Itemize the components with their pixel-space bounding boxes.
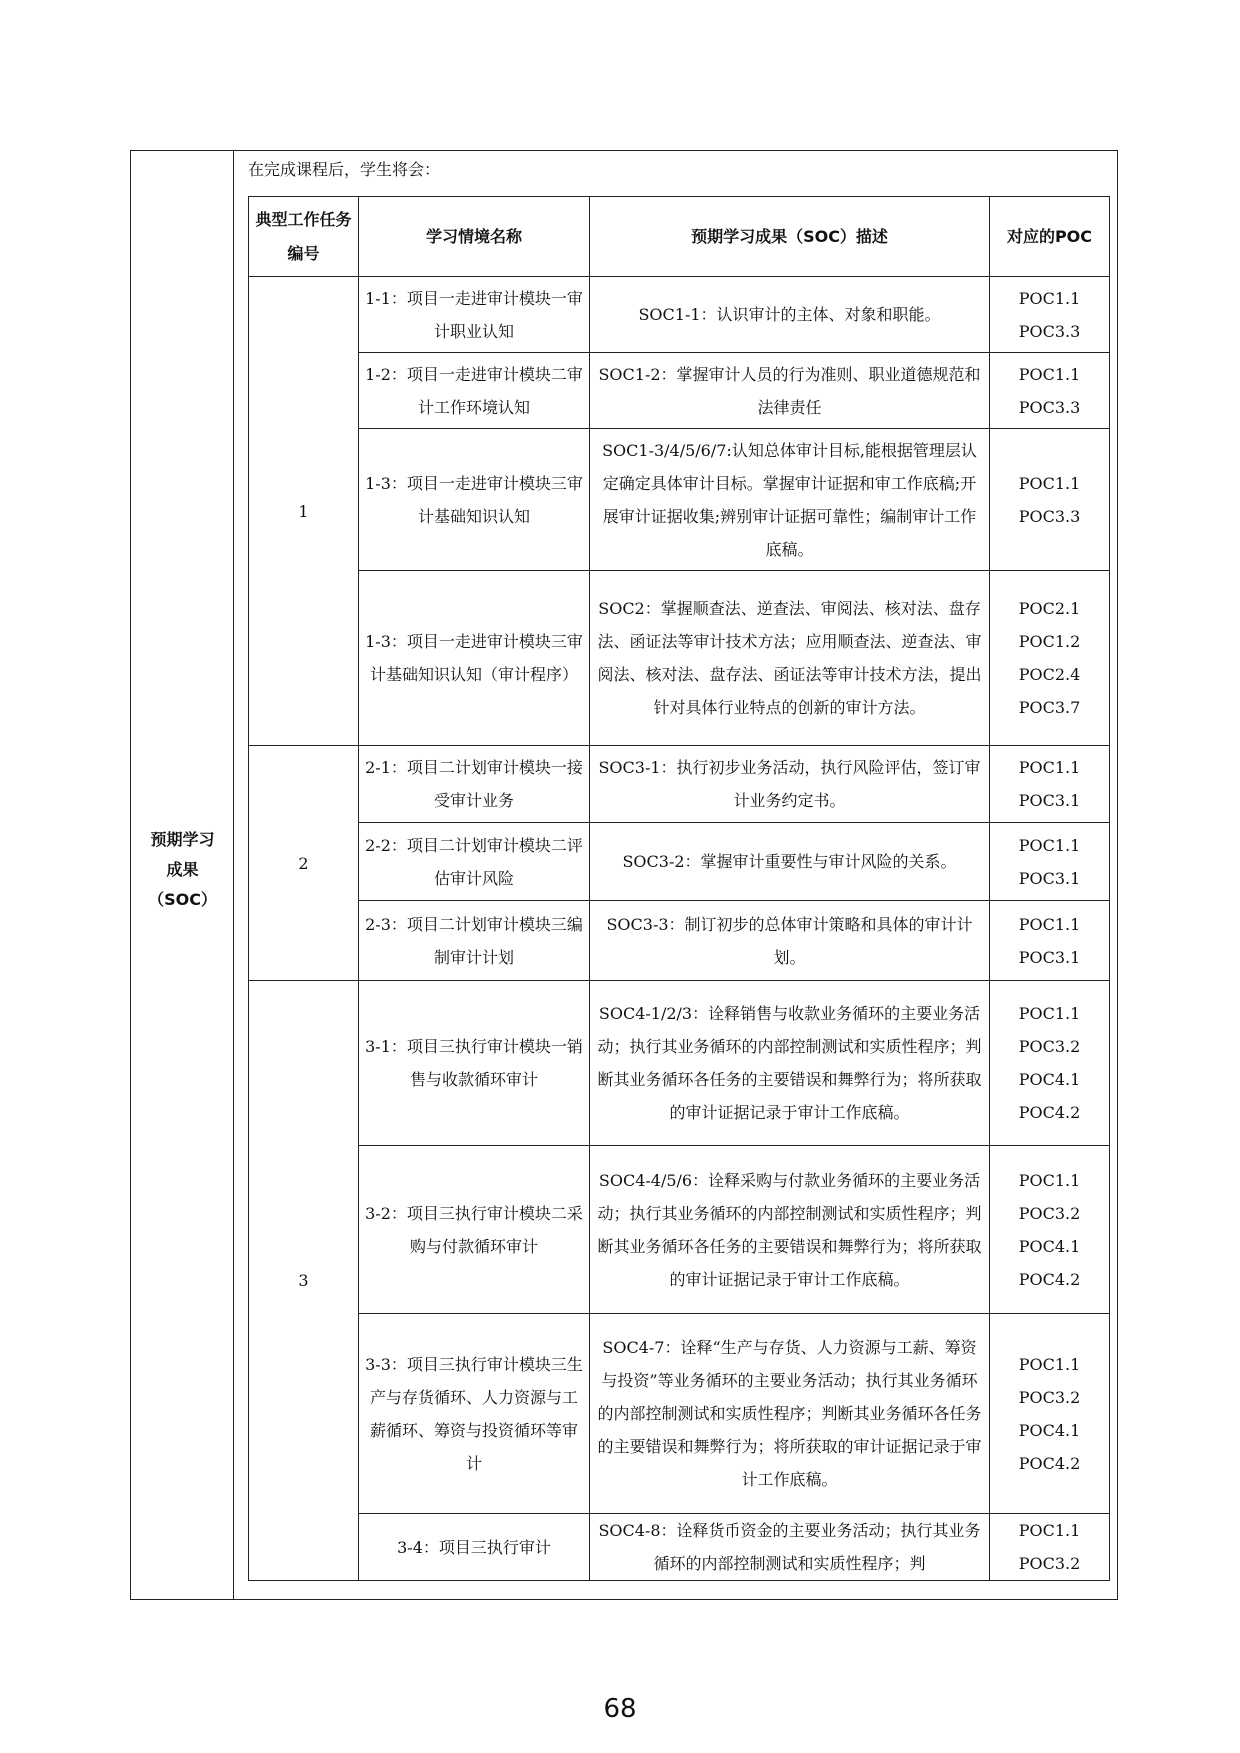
header-soc-desc: 预期学习成果（SOC）描述 [590, 197, 990, 277]
poc-item: POC3.3 [1018, 321, 1081, 341]
soc-table [248, 196, 1110, 1581]
poc-item: POC2.4 [1018, 665, 1081, 684]
table-row [249, 353, 1110, 429]
poc-item: POC3.1 [1018, 947, 1081, 967]
poc-cell [990, 981, 1110, 1146]
header-row [249, 197, 1110, 277]
soc-cell: SOC4-1/2/3：诠释销售与收款业务循环的主要业务活动；执行其业务循环的内部控制测试和实质性程序；判断其业务循环各任务的主要错误和舞弊行为；将所获取的审计证据记录于审计工作底稿。 [590, 981, 990, 1146]
poc-item: POC3.3 [1018, 397, 1081, 417]
situation-cell: 3-2：项目三执行审计模块二采购与付款循环审计 [359, 1146, 590, 1314]
soc-cell: SOC4-7：诠释“生产与存货、人力资源与工薪、筹资与投资”等业务循环的主要业务活动；执行其业务循环的内部控制测试和实质性程序；判断其业务循环各任务的主要错误和舞弊行为；将所获取的审计证据记录于审计工作底稿。 [590, 1314, 990, 1514]
poc-item: POC1.1 [1018, 758, 1081, 777]
situation-cell: 2-1：项目二计划审计模块一接受审计业务 [359, 746, 590, 823]
poc-item: POC2.1 [1018, 599, 1081, 618]
outer-label-line: （SOC） [148, 890, 217, 909]
poc-item: POC4.2 [1018, 1103, 1081, 1122]
poc-item: POC4.1 [1018, 1070, 1081, 1089]
poc-item: POC4.2 [1018, 1453, 1081, 1473]
table-row [249, 571, 1110, 746]
poc-cell [990, 571, 1110, 746]
task-group-cell: 1 [249, 277, 359, 746]
table-row [249, 901, 1110, 981]
situation-cell: 3-3：项目三执行审计模块三生产与存货循环、人力资源与工薪循环、筹资与投资循环等审计 [359, 1314, 590, 1514]
poc-cell [990, 823, 1110, 901]
poc-item: POC3.3 [1018, 506, 1081, 526]
intro-text: 在完成课程后，学生将会： [248, 160, 441, 179]
poc-cell [990, 1314, 1110, 1514]
poc-item: POC1.1 [1018, 288, 1081, 308]
poc-cell [990, 901, 1110, 981]
soc-cell: SOC3-3：制订初步的总体审计策略和具体的审计计划。 [590, 901, 990, 981]
page-number: 68 [603, 1694, 637, 1724]
poc-item: POC3.1 [1018, 868, 1081, 888]
soc-cell: SOC2：掌握顺查法、逆查法、审阅法、核对法、盘存法、函证法等审计技术方法；应用顺查法、逆查法、审阅法、核对法、盘存法、函证法等审计技术方法，提出针对具体行业特点的创新的审计方法。 [590, 571, 990, 746]
poc-item: POC4.1 [1018, 1236, 1081, 1256]
poc-item: POC3.1 [1018, 791, 1081, 810]
situation-cell: 2-3：项目二计划审计模块三编制审计计划 [359, 901, 590, 981]
poc-item: POC1.1 [1018, 835, 1081, 855]
header-poc: 对应的POC [990, 197, 1110, 277]
poc-cell [990, 746, 1110, 823]
poc-cell [990, 1514, 1110, 1581]
soc-cell: SOC3-2：掌握审计重要性与审计风险的关系。 [590, 823, 990, 901]
outer-label-line: 成果 [166, 860, 199, 879]
poc-item: POC3.2 [1018, 1037, 1081, 1056]
situation-cell: 1-3：项目一走进审计模块三审计基础知识认知（审计程序） [359, 571, 590, 746]
situation-cell: 3-1：项目三执行审计模块一销售与收款循环审计 [359, 981, 590, 1146]
poc-item: POC1.2 [1018, 632, 1081, 651]
soc-cell: SOC4-4/5/6：诠释采购与付款业务循环的主要业务活动；执行其业务循环的内部控制测试和实质性程序；判断其业务循环各任务的主要错误和舞弊行为；将所获取的审计证据记录于审计工作底稿。 [590, 1146, 990, 1314]
task-group-cell: 2 [249, 746, 359, 981]
poc-item: POC1.1 [1018, 1004, 1081, 1023]
table-row [249, 1514, 1110, 1581]
poc-cell [990, 1146, 1110, 1314]
outer-label-line: 预期学习 [150, 830, 215, 849]
table-row [249, 823, 1110, 901]
soc-cell: SOC3-1：执行初步业务活动，执行风险评估，签订审计业务约定书。 [590, 746, 990, 823]
outer-right-edge [1117, 150, 1118, 1600]
poc-cell [990, 353, 1110, 429]
poc-item: POC3.2 [1018, 1554, 1081, 1573]
table-row [249, 429, 1110, 571]
poc-item: POC1.1 [1018, 914, 1081, 934]
soc-cell: SOC4-8：诠释货币资金的主要业务活动；执行其业务循环的内部控制测试和实质性程序；判 [590, 1514, 990, 1581]
poc-item: POC3.7 [1018, 698, 1081, 717]
table-row [249, 277, 1110, 353]
poc-item: POC1.1 [1018, 473, 1081, 493]
soc-cell: SOC1-1：认识审计的主体、对象和职能。 [590, 277, 990, 353]
poc-item: POC4.1 [1018, 1420, 1081, 1440]
poc-cell [990, 277, 1110, 353]
situation-cell: 1-1：项目一走进审计模块一审计职业认知 [359, 277, 590, 353]
poc-item: POC1.1 [1018, 1521, 1081, 1540]
task-group-cell: 3 [249, 981, 359, 1581]
table-row [249, 1314, 1110, 1514]
poc-item: POC1.1 [1018, 1170, 1081, 1190]
soc-cell: SOC1-2：掌握审计人员的行为准则、职业道德规范和法律责任 [590, 353, 990, 429]
outer-row-label [130, 825, 235, 915]
header-situation: 学习情境名称 [359, 197, 590, 277]
situation-cell: 1-2：项目一走进审计模块二审计工作环境认知 [359, 353, 590, 429]
poc-item: POC1.1 [1018, 364, 1081, 384]
soc-cell: SOC1-3/4/5/6/7:认知总体审计目标,能根据管理层认定确定具体审计目标。掌握审计证据和审工作底稿;开展审计证据收集;辨别审计证据可靠性；编制审计工作底稿。 [590, 429, 990, 571]
table-row [249, 1146, 1110, 1314]
poc-item: POC1.1 [1018, 1354, 1081, 1374]
poc-item: POC4.2 [1018, 1269, 1081, 1289]
poc-cell [990, 429, 1110, 571]
table-row [249, 746, 1110, 823]
table-row [249, 981, 1110, 1146]
poc-item: POC3.2 [1018, 1203, 1081, 1223]
situation-cell: 1-3：项目一走进审计模块三审计基础知识认知 [359, 429, 590, 571]
poc-item: POC3.2 [1018, 1387, 1081, 1407]
situation-cell: 2-2：项目二计划审计模块二评估审计风险 [359, 823, 590, 901]
header-task-no: 典型工作任务编号 [249, 197, 359, 277]
situation-cell: 3-4：项目三执行审计 [359, 1514, 590, 1581]
